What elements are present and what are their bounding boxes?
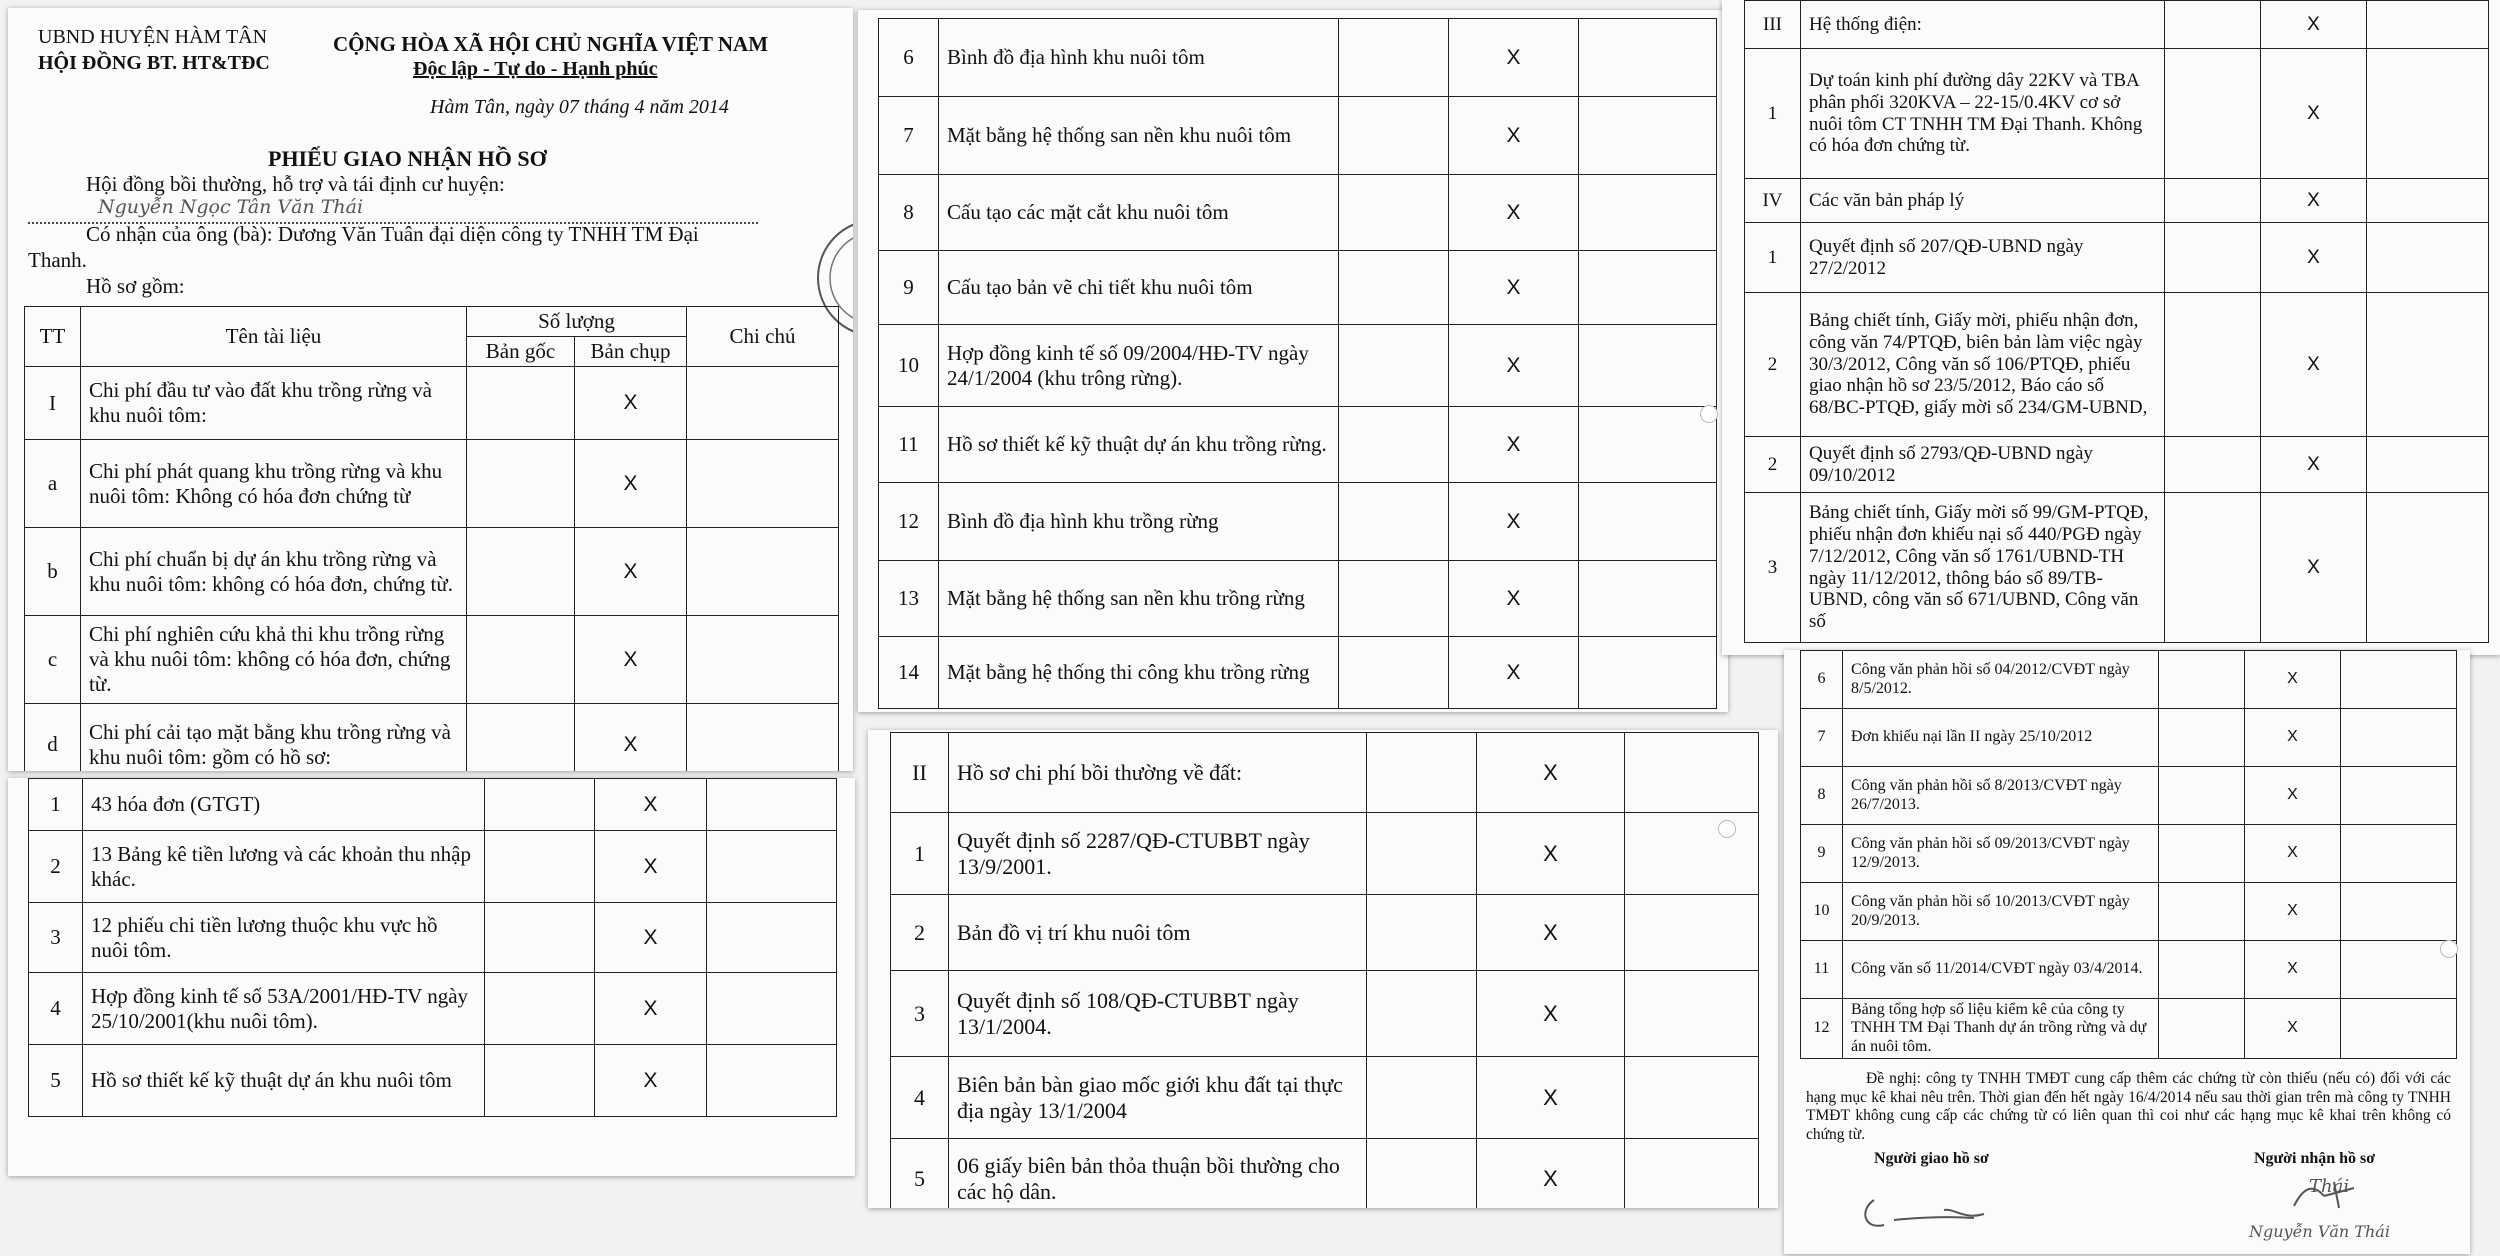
original-cell: [485, 831, 595, 903]
copy-mark: X: [595, 831, 707, 903]
col-header-original: Bản gốc: [467, 337, 575, 367]
document-name: Chi phí chuẩn bị dự án khu trồng rừng và khu nuôi tôm: không có hóa đơn, chứng từ.: [81, 528, 467, 616]
col-header-quantity: Số lượng: [467, 307, 687, 337]
note-cell: [707, 779, 837, 831]
row-number: 1: [891, 813, 949, 895]
receiver-signature-name: Thái: [2309, 1176, 2350, 1197]
original-cell: [467, 704, 575, 772]
note-cell: [1625, 1057, 1759, 1139]
table-row: [29, 903, 837, 973]
table-row: [879, 561, 1717, 637]
table-row: [879, 19, 1717, 97]
copy-mark: X: [2261, 293, 2367, 437]
note-cell: [2341, 883, 2457, 941]
table-row: [879, 325, 1717, 407]
document-name: Chi phí cải tạo mặt bằng khu trồng rừng và khu nuôi tôm: gồm có hồ sơ:: [81, 704, 467, 772]
copy-mark: X: [2245, 825, 2341, 883]
copy-mark: X: [595, 973, 707, 1045]
table-row: [891, 733, 1759, 813]
copy-mark: X: [575, 704, 687, 772]
copy-mark: X: [575, 528, 687, 616]
row-number: a: [25, 440, 81, 528]
note-cell: [2341, 651, 2457, 709]
col-header-tt: TT: [25, 307, 81, 367]
row-number: 7: [1801, 709, 1843, 767]
document-name: Bảng chiết tính, Giấy mời, phiếu nhận đơn, công văn 74/PTQĐ, biên bản làm việc ngày 30/3/2012, Công văn số 106/PTQĐ, phiếu giao nhận hồ sơ 23/5/2012, Báo cáo số 68/BC-PTQĐ, giấy mời số 234/GM-UBND,: [1801, 293, 2165, 437]
original-cell: [1367, 813, 1477, 895]
table-row: [1745, 179, 2489, 223]
original-cell: [1367, 895, 1477, 971]
original-cell: [2159, 767, 2245, 825]
original-cell: [1339, 97, 1449, 175]
row-number: d: [25, 704, 81, 772]
receipt-line1: Có nhận của ông (bà): Dương Văn Tuân đại diện công ty TNHH TM Đại: [86, 222, 699, 246]
note-cell: [1625, 733, 1759, 813]
table-row: [29, 779, 837, 831]
row-number: 7: [879, 97, 939, 175]
document-name: Công văn phản hồi số 10/2013/CVĐT ngày 20/9/2013.: [1843, 883, 2159, 941]
note-cell: [1579, 97, 1717, 175]
handwritten-name: [28, 198, 758, 224]
original-cell: [485, 973, 595, 1045]
copy-mark: X: [595, 903, 707, 973]
copy-mark: X: [2261, 49, 2367, 179]
page-piece-header: [8, 8, 853, 771]
document-name: Hồ sơ thiết kế kỹ thuật dự án khu nuôi tôm: [83, 1045, 485, 1117]
original-cell: [2159, 941, 2245, 999]
copy-mark: X: [575, 440, 687, 528]
org-name-line2: HỘI ĐỒNG BT. HT&TĐC: [38, 52, 270, 74]
original-cell: [2165, 493, 2261, 643]
document-name: Hồ sơ thiết kế kỹ thuật dự án khu trồng rừng.: [939, 407, 1339, 483]
document-name: 12 phiếu chi tiền lương thuộc khu vực hồ nuôi tôm.: [83, 903, 485, 973]
row-number: 6: [879, 19, 939, 97]
table-row: [1801, 709, 2457, 767]
row-number: 10: [1801, 883, 1843, 941]
copy-mark: X: [1449, 175, 1579, 251]
document-name: Mặt bằng hệ thống thi công khu trồng rừng: [939, 637, 1339, 709]
document-name: Chi phí đầu tư vào đất khu trồng rừng và khu nuôi tôm:: [81, 367, 467, 440]
request-paragraph: Đề nghị: công ty TNHH TMĐT cung cấp thêm các chứng từ còn thiếu (nếu có) đối với các hạng mục kê khai nêu trên. Thời gian đến hết ngày 16/4/2014 nếu sau thời gian trên mà công ty TNHH TMĐT không cung cấp các chứng từ có liên quan thì coi như các hạng mục kê khai trên không có chứng từ.: [1806, 1070, 2451, 1143]
original-cell: [2165, 437, 2261, 493]
row-number: 2: [891, 895, 949, 971]
note-cell: [1579, 637, 1717, 709]
page-title: PHIẾU GIAO NHẬN HỒ SƠ: [268, 146, 547, 171]
row-number: 9: [879, 251, 939, 325]
copy-mark: X: [1449, 637, 1579, 709]
document-name: Mặt bằng hệ thống san nền khu trồng rừng: [939, 561, 1339, 637]
table-row: [879, 251, 1717, 325]
receiver-label: Người nhận hồ sơ: [2254, 1150, 2376, 1167]
row-number: b: [25, 528, 81, 616]
row-number: 3: [1745, 493, 1801, 643]
original-cell: [467, 367, 575, 440]
row-number: 12: [879, 483, 939, 561]
copy-mark: X: [1449, 251, 1579, 325]
copy-mark: X: [595, 779, 707, 831]
note-cell: [687, 704, 839, 772]
copy-mark: X: [2261, 437, 2367, 493]
copy-mark: X: [1449, 483, 1579, 561]
note-cell: [1579, 325, 1717, 407]
table-row: [879, 637, 1717, 709]
page-piece-right-top: [1722, 0, 2500, 655]
row-number: 3: [891, 971, 949, 1057]
table-row: [879, 483, 1717, 561]
original-cell: [1339, 483, 1449, 561]
note-cell: [1625, 895, 1759, 971]
document-name: Hợp đồng kinh tế số 09/2004/HĐ-TV ngày 24/1/2004 (khu trông rừng).: [939, 325, 1339, 407]
document-name: Bảng tổng hợp số liệu kiểm kê của công ty TNHH TM Đại Thanh dự án trồng rừng và dự án nuôi tôm.: [1843, 999, 2159, 1059]
receipt-line2: Thanh.: [28, 248, 87, 272]
document-name: Cấu tạo bản vẽ chi tiết khu nuôi tôm: [939, 251, 1339, 325]
row-number: 1: [1745, 49, 1801, 179]
document-name: Quyết định số 207/QĐ-UBND ngày 27/2/2012: [1801, 223, 2165, 293]
copy-mark: X: [575, 616, 687, 704]
row-number: 8: [1801, 767, 1843, 825]
note-cell: [2367, 223, 2489, 293]
table-row: [879, 97, 1717, 175]
copy-mark: X: [2245, 651, 2341, 709]
row-number: 13: [879, 561, 939, 637]
document-name: Hồ sơ chi phí bồi thường về đất:: [949, 733, 1367, 813]
copy-mark: X: [2261, 179, 2367, 223]
table-row: [1801, 941, 2457, 999]
note-cell: [1579, 251, 1717, 325]
table-row: [1745, 223, 2489, 293]
note-cell: [2341, 767, 2457, 825]
row-number: 4: [29, 973, 83, 1045]
binder-hole: [1700, 405, 1718, 423]
row-number: 6: [1801, 651, 1843, 709]
note-cell: [2367, 293, 2489, 437]
copy-mark: X: [2245, 883, 2341, 941]
note-cell: [687, 616, 839, 704]
row-number: 1: [29, 779, 83, 831]
copy-mark: X: [1477, 895, 1625, 971]
original-cell: [2159, 883, 2245, 941]
note-cell: [707, 831, 837, 903]
giver-label: Người giao hồ sơ: [1874, 1150, 1989, 1167]
original-cell: [1339, 561, 1449, 637]
note-cell: [1579, 561, 1717, 637]
page-piece-middle-bottom: [868, 730, 1778, 1208]
row-number: III: [1745, 1, 1801, 49]
row-number: 11: [1801, 941, 1843, 999]
binder-hole: [1718, 820, 1736, 838]
row-number: 5: [891, 1139, 949, 1209]
original-cell: [2159, 825, 2245, 883]
copy-mark: X: [2245, 767, 2341, 825]
note-cell: [2367, 1, 2489, 49]
copy-mark: X: [1477, 733, 1625, 813]
document-name: Bình đồ địa hình khu trồng rừng: [939, 483, 1339, 561]
table-row: [891, 895, 1759, 971]
document-name: Quyết định số 2287/QĐ-CTUBBT ngày 13/9/2001.: [949, 813, 1367, 895]
row-number: 3: [29, 903, 83, 973]
copy-mark: X: [1477, 1057, 1625, 1139]
note-cell: [2341, 825, 2457, 883]
documents-table-part4: [890, 732, 1759, 1208]
table-row: [1745, 293, 2489, 437]
original-cell: [2165, 49, 2261, 179]
row-number: 1: [1745, 223, 1801, 293]
document-name: Bản đồ vị trí khu nuôi tôm: [949, 895, 1367, 971]
row-number: 12: [1801, 999, 1843, 1059]
original-cell: [1339, 325, 1449, 407]
document-name: Các văn bản pháp lý: [1801, 179, 2165, 223]
documents-table-part6: [1800, 650, 2457, 1059]
original-cell: [1367, 1057, 1477, 1139]
row-number: II: [891, 733, 949, 813]
nation-motto-line2: Độc lập - Tự do - Hạnh phúc: [413, 58, 658, 80]
note-cell: [2341, 709, 2457, 767]
original-cell: [1367, 1139, 1477, 1209]
document-name: Hệ thống điện:: [1801, 1, 2165, 49]
row-number: c: [25, 616, 81, 704]
original-cell: [467, 528, 575, 616]
table-row: [1745, 49, 2489, 179]
original-cell: [2159, 709, 2245, 767]
table-row: [29, 973, 837, 1045]
row-number: 4: [891, 1057, 949, 1139]
original-cell: [2165, 1, 2261, 49]
date-line: Hàm Tân, ngày 07 tháng 4 năm 2014: [430, 96, 729, 118]
original-cell: [485, 1045, 595, 1117]
original-cell: [1339, 175, 1449, 251]
table-row: [1745, 1, 2489, 49]
copy-mark: X: [1449, 325, 1579, 407]
note-cell: [687, 528, 839, 616]
table-row: [1745, 493, 2489, 643]
copy-mark: X: [1477, 813, 1625, 895]
copy-mark: X: [1449, 97, 1579, 175]
copy-mark: X: [2261, 493, 2367, 643]
document-name: Hợp đồng kinh tế số 53A/2001/HĐ-TV ngày 25/10/2001(khu nuôi tôm).: [83, 973, 485, 1045]
row-number: 2: [29, 831, 83, 903]
document-name: 13 Bảng kê tiền lương và các khoản thu nhập khác.: [83, 831, 485, 903]
document-name: Công văn phản hồi số 8/2013/CVĐT ngày 26/7/2013.: [1843, 767, 2159, 825]
table-row: [1801, 999, 2457, 1059]
note-cell: [1625, 1139, 1759, 1209]
row-number: 8: [879, 175, 939, 251]
original-cell: [1339, 19, 1449, 97]
table-row: [25, 528, 839, 616]
copy-mark: X: [2261, 223, 2367, 293]
giver-signature: [1854, 1180, 2054, 1240]
table-row: [1745, 437, 2489, 493]
original-cell: [1339, 407, 1449, 483]
note-cell: [707, 1045, 837, 1117]
row-number: 5: [29, 1045, 83, 1117]
original-cell: [2165, 223, 2261, 293]
documents-table-part5: [1744, 0, 2489, 643]
row-number: 2: [1745, 437, 1801, 493]
note-cell: [707, 903, 837, 973]
table-row: [1801, 825, 2457, 883]
page-piece-middle-top: [858, 10, 1728, 712]
original-cell: [485, 903, 595, 973]
original-cell: [2165, 179, 2261, 223]
copy-mark: X: [575, 367, 687, 440]
documents-table-part2: [28, 778, 837, 1117]
copy-mark: X: [2245, 941, 2341, 999]
page-piece-right-bottom: [1784, 650, 2470, 1254]
document-name: Bình đồ địa hình khu nuôi tôm: [939, 19, 1339, 97]
table-row: [1801, 651, 2457, 709]
original-cell: [1367, 733, 1477, 813]
original-cell: [2165, 293, 2261, 437]
table-row: [29, 1045, 837, 1117]
document-name: Quyết định số 108/QĐ-CTUBBT ngày 13/1/2004.: [949, 971, 1367, 1057]
original-cell: [1339, 251, 1449, 325]
note-cell: [2341, 999, 2457, 1059]
nation-motto-line1: CỘNG HÒA XÃ HỘI CHỦ NGHĨA VIỆT NAM: [333, 32, 769, 56]
note-cell: [1625, 813, 1759, 895]
note-cell: [2367, 49, 2489, 179]
note-cell: [687, 367, 839, 440]
copy-mark: X: [2245, 709, 2341, 767]
document-name: Biên bản bàn giao mốc giới khu đất tại thực địa ngày 13/1/2004: [949, 1057, 1367, 1139]
col-header-name: Tên tài liệu: [81, 307, 467, 367]
note-cell: [1579, 407, 1717, 483]
document-name: Mặt bằng hệ thống san nền khu nuôi tôm: [939, 97, 1339, 175]
copy-mark: X: [1477, 971, 1625, 1057]
table-row: [1801, 883, 2457, 941]
document-name: Đơn khiếu nại lần II ngày 25/10/2012: [1843, 709, 2159, 767]
row-number: 10: [879, 325, 939, 407]
document-name: Công văn phản hồi số 04/2012/CVĐT ngày 8/5/2012.: [1843, 651, 2159, 709]
table-row: [1801, 767, 2457, 825]
note-cell: [1579, 175, 1717, 251]
copy-mark: X: [1449, 407, 1579, 483]
table-row: [891, 1057, 1759, 1139]
row-number: 11: [879, 407, 939, 483]
original-cell: [2159, 999, 2245, 1059]
original-cell: [1339, 637, 1449, 709]
copy-mark: X: [595, 1045, 707, 1117]
note-cell: [707, 973, 837, 1045]
note-cell: [1625, 971, 1759, 1057]
org-name-line1: UBND HUYỆN HÀM TÂN: [38, 26, 268, 48]
col-header-note: Chi chú: [687, 307, 839, 367]
documents-table-part3: [878, 18, 1717, 709]
row-number: 2: [1745, 293, 1801, 437]
note-cell: [1579, 483, 1717, 561]
table-header-row: [25, 307, 839, 337]
note-cell: [2367, 179, 2489, 223]
original-cell: [2159, 651, 2245, 709]
council-line: Hội đồng bồi thường, hỗ trợ và tái định cư huyện:: [86, 172, 505, 196]
row-number: 9: [1801, 825, 1843, 883]
binder-hole: [2440, 940, 2458, 958]
handwritten-name-text: Nguyễn Ngọc Tân Văn Thái: [98, 196, 364, 218]
table-row: [29, 831, 837, 903]
receiver-signature-fullname: Nguyễn Văn Thái: [2249, 1222, 2390, 1241]
original-cell: [467, 616, 575, 704]
table-row: [879, 175, 1717, 251]
table-row: [25, 704, 839, 772]
document-name: Công văn phản hồi số 09/2013/CVĐT ngày 12/9/2013.: [1843, 825, 2159, 883]
copy-mark: X: [2245, 999, 2341, 1059]
document-name: Chi phí nghiên cứu khả thi khu trồng rừng và khu nuôi tôm: không có hóa đơn, chứng từ.: [81, 616, 467, 704]
table-row: [891, 971, 1759, 1057]
document-name: Công văn số 11/2014/CVĐT ngày 03/4/2014.: [1843, 941, 2159, 999]
copy-mark: X: [2261, 1, 2367, 49]
original-cell: [1367, 971, 1477, 1057]
page-piece-continuation: [8, 778, 855, 1176]
document-name: 06 giấy biên bản thỏa thuận bồi thường cho các hộ dân.: [949, 1139, 1367, 1209]
document-name: Chi phí phát quang khu trồng rừng và khu nuôi tôm: Không có hóa đơn chứng từ: [81, 440, 467, 528]
copy-mark: X: [1449, 19, 1579, 97]
document-name: 43 hóa đơn (GTGT): [83, 779, 485, 831]
documents-table-part1: [24, 306, 839, 771]
document-name: Quyết định số 2793/QĐ-UBND ngày 09/10/2012: [1801, 437, 2165, 493]
table-row: [25, 367, 839, 440]
docs-label: Hồ sơ gồm:: [86, 274, 185, 298]
row-number: I: [25, 367, 81, 440]
row-number: IV: [1745, 179, 1801, 223]
document-name: Cấu tạo các mặt cắt khu nuôi tôm: [939, 175, 1339, 251]
row-number: 14: [879, 637, 939, 709]
document-name: Dự toán kinh phí đường dây 22KV và TBA phân phối 320KVA – 22-15/0.4KV cơ sở nuôi tôm CT TNHH TM Đại Thanh. Không có hóa đơn chứng từ.: [1801, 49, 2165, 179]
note-cell: [2367, 493, 2489, 643]
note-cell: [1579, 19, 1717, 97]
table-row: [25, 440, 839, 528]
copy-mark: X: [1449, 561, 1579, 637]
table-row: [891, 1139, 1759, 1209]
table-row: [25, 616, 839, 704]
original-cell: [467, 440, 575, 528]
copy-mark: X: [1477, 1139, 1625, 1209]
original-cell: [485, 779, 595, 831]
document-name: Bảng chiết tính, Giấy mời số 99/GM-PTQĐ, phiếu nhận đơn khiếu nại số 440/PGĐ ngày 7/12/2012, Công văn số 1761/UBND-TH ngày 11/12/2012, thông báo số 89/TB-UBND, công văn số 671/UBND, Công văn số: [1801, 493, 2165, 643]
table-row: [891, 813, 1759, 895]
note-cell: [2367, 437, 2489, 493]
note-cell: [687, 440, 839, 528]
table-row: [879, 407, 1717, 483]
col-header-copy: Bản chụp: [575, 337, 687, 367]
